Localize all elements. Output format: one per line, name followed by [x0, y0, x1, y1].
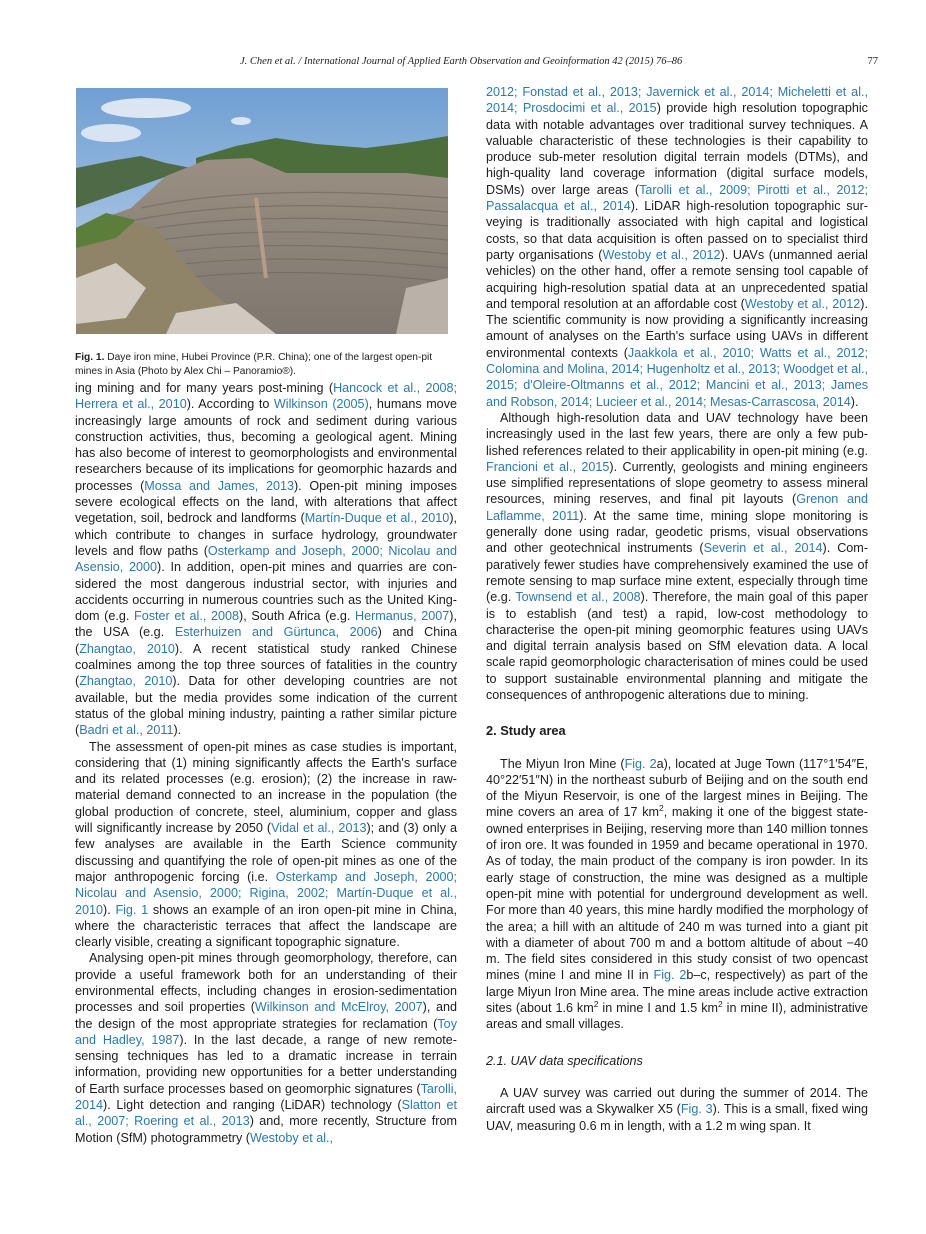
text-run: ) and, more recently, Structure from Motion (SfM) photogrammetry ( [75, 1114, 457, 1145]
text-run: ). At the same time, mining slope monitoring is generally done using radar, geodetic prisms, visual observations and other geotechnical instruments ( [486, 508, 869, 556]
citation-link[interactable]: Osterkamp and Joseph, 2000; Nicolau and Asensio, 2000 [75, 543, 457, 575]
figure-caption-text: Daye iron mine, Hubei Province (P.R. China); one of the largest open-pit mines in Asia (Photo by Alex Chi – Panoramio®). [75, 352, 433, 377]
text-run: ). Therefore, the main goal of this paper is to establish (and test) a rapid, low-cost methodology to characterise the open-pit mining geomorphic features using UAVs and digital terrain analysis based on SfM elevation data. A local scale rapid geomorphologic characterisation of mines could be used to support sustainable environmental planning and mitigate the consequences of anthropogenic alterations due to mining. [486, 590, 869, 702]
paragraph [486, 756, 868, 1033]
citation-link[interactable]: Badri et al., 2011 [79, 723, 174, 738]
citation-link[interactable]: Hancock et al., 2008; Herrera et al., 2010 [75, 381, 457, 412]
paragraph [75, 950, 457, 1146]
text-run: ). Data for other developing countries are not available, but the media provides some indication of the current status of the global mining industry, painting a rather similar picture ( [75, 674, 457, 738]
text-run: a), located at Juge Town (117°1′54″E, 40°22′51″N) in the northeast suburb of Beijing and on the south end of the Miyun Reservoir, is one of the largest mines in Beijing. The mine covers an area of 17 km [486, 756, 868, 820]
text-run: ). Light detection and ranging (LiDAR) technology ( [103, 1098, 402, 1113]
citation-link[interactable]: Westoby et al., [249, 1130, 334, 1145]
citation-link[interactable]: Fig. 2 [624, 756, 657, 771]
citation-link[interactable]: Tarolli et al., 2009; Pirotti et al., 2012; Passalacqua et al., 2014 [486, 182, 868, 214]
text-run: b–c, respectively) as part of the large Miyun Iron Mine area. The mine areas include active extraction sites (about 1.6 km [486, 968, 869, 1016]
superscript: 2 [718, 998, 723, 1009]
citation-link[interactable]: Westoby et al., 2012 [744, 296, 861, 311]
text-run: The assessment of open-pit mines as case studies is important, considering that (1) mining significantly affects the Earth's surface and its related processes (e.g. erosion); (2) the increase in raw-material demand connected to an increase in the population (the global production of concrete, steel, aluminium, copper and glass will significantly increase by 2050 ( [75, 739, 457, 836]
text-run: ), the USA (e.g. [75, 609, 457, 640]
citation-link[interactable]: Toy and Hadley, 1987 [75, 1016, 457, 1047]
text-run: ). [850, 394, 859, 409]
text-run: ). Open-pit mining imposes severe ecological effects on the land, with alterations that affect vegetation, soil, bedrock and landforms ( [75, 478, 457, 526]
citation-link[interactable]: Francioni et al., 2015 [486, 459, 610, 474]
citation-link[interactable]: Tarolli, 2014 [75, 1081, 457, 1113]
citation-link[interactable]: Fig. 1 [115, 902, 149, 917]
text-run: ), and the design of the most appropriate strategies for reclamation ( [75, 1000, 457, 1031]
journal-running-title: J. Chen et al. / International Journal of Applied Earth Observation and Geoinformation 42 (2015) 76–86 [240, 56, 683, 67]
citation-link[interactable]: Townsend et al., 2008 [515, 590, 641, 605]
citation-link[interactable]: Wilkinson (2005) [273, 397, 369, 412]
citation-link[interactable]: 2012; Fonstad et al., 2013; Javernick et al., 2014; Micheletti et al., 2014; Prosdocimi et al., 2015 [486, 85, 868, 116]
text-run: ). Currently, geologists and mining engineers use simplified representations of slope geometry to assess mineral resources, mining reserves, and final pit layouts ( [486, 459, 868, 507]
text-run: ). UAVs (unmanned aerial vehicles) on the other hand, offer a remote sensing tool capable of acquiring high-resolution spatial data at an unprecedented spatial and temporal resolution at an affordable cost ( [486, 247, 868, 311]
text-run: Although high-resolution data and UAV technology have been increasingly used in the last few years, there are only a few published references related to their applicability in open-pit mining (e.g. [486, 410, 868, 458]
running-header [0, 56, 926, 72]
text-run: ing mining and for many years post-mining ( [75, 381, 334, 395]
text-run: shows an example of an iron open-pit mine in China, where the characteristic terraces that affect the landscape are clearly visible, creating a significant topographic signature. [75, 902, 457, 950]
text-run: ). Comparatively fewer studies have comprehensively examined the use of remote sensing to map surface mine extent, especially through time (e.g. [486, 541, 869, 605]
text-run: ). The scientific community is now providing a significantly increasing amount of analyses on the Earth's surface using UAVs in different environmental contexts ( [486, 296, 868, 360]
text-run: ). In addition, open-pit mines and quarries are considered the most dangerous industrial sector, with injuries and accidents occurring in numerous countries such as the United Kingdom (e.g. [75, 560, 457, 624]
citation-link[interactable]: Slatton et al., 2007; Roering et al., 2013 [75, 1098, 457, 1129]
left-column [75, 380, 457, 1146]
paragraph [486, 84, 868, 410]
citation-link[interactable]: Westoby et al., 2012 [602, 247, 721, 262]
text-run: ). In the last decade, a range of new remote-sensing techniques has led to a dramatic increase in terrain information, providing new opportunities for a better understanding of Earth surface processes based on geomorphic signatures ( [75, 1032, 457, 1096]
citation-link[interactable]: Mossa and James, 2013 [144, 478, 294, 493]
right-column [486, 84, 868, 1134]
text-run: Analysing open-pit mines through geomorphology, therefore, can provide a useful framework both for an understanding of their environmental effects, including changes in erosion-sedimentation processes and soil properties ( [75, 951, 457, 1015]
text-run: ), South Africa (e.g. [239, 609, 356, 624]
text-run: in mine I and 1.5 km [598, 1001, 718, 1016]
citation-link[interactable]: Foster et al., 2008 [134, 609, 240, 624]
citation-link[interactable]: Wilkinson and McElroy, 2007 [254, 1000, 423, 1015]
citation-link[interactable]: Osterkamp and Joseph, 2000; Nicolau and Asensio, 2000; Rigina, 2002; Martín-Duque et al., 2010 [75, 869, 458, 917]
paragraph [486, 1085, 868, 1134]
citation-link[interactable]: Grenon and Laflamme, 2011 [486, 492, 868, 523]
citation-link[interactable]: Hermanus, 2007 [355, 609, 450, 624]
citation-link[interactable]: Fig. 2 [653, 968, 687, 983]
citation-link[interactable]: Vidal et al., 2013 [271, 821, 367, 836]
text-run: ). A recent statistical study ranked Chinese coalmines among the top three sources of fatalities in the country ( [75, 641, 457, 689]
text-run: ). [173, 723, 182, 738]
text-run: ). [103, 902, 116, 917]
text-run: ) and China ( [75, 625, 458, 656]
paragraph [75, 739, 457, 951]
open-pit-mine-photo-icon [76, 88, 448, 334]
section-heading-study-area: 2. Study area [486, 723, 566, 739]
figure-1-caption [75, 351, 459, 378]
text-run: ). According to [186, 397, 274, 412]
text-run: ) provide high resolution topographic data with notable advantages over traditional survey techniques. A valuable characteristic of these technologies is their capability to produce sub-meter resolution digital terrain models (DTMs), and high-quality land coverage information (digital surface models, DSMs) over large areas ( [486, 101, 868, 197]
superscript: 2 [593, 998, 599, 1009]
figure-1-photo [76, 88, 448, 334]
text-run: A UAV survey was carried out during the summer of 2014. The aircraft used was a Skywalker X5 ( [486, 1085, 868, 1117]
text-run: , humans move increasingly large amounts of rock and sediment during various construction activities, thus, becoming a geological agent. Mining has also become of interest to geomorphologists and environmental researchers because of its implications for geomorphic hazards and processes ( [75, 397, 457, 493]
text-run: The Miyun Iron Mine ( [500, 756, 625, 771]
page-number: 77 [867, 56, 878, 67]
text-run: ). This is a small, fixed wing UAV, measuring 0.6 m in length, with a 1.2 m wing span. It [486, 1102, 868, 1133]
paragraph [486, 410, 868, 703]
text-run: ); and (3) only a few analyses are available in the Earth Science community discussing and quantifying the role of open-pit mines as one of the major anthropogenic forcing (i.e. [75, 821, 457, 884]
text-run: , making it one of the biggest state-owned enterprises in Beijing, reserving more than 140 million tonnes of iron ore. It was founded in 1959 and became operational in 1970. As of today, the main product of the company is iron powder. In its early stage of construction, the mine was designed as a multiple open-pit mine with potential for underground development as well. For more than 40 years, this mine hardly modified the morphology of the area; a hill with an altitude of 240 m was turned into a giant pit with a diameter of about 700 m and a bottom altitude of about −40 m. The field sites considered in this study consist of two opencast mines (mine I and mine II in [486, 805, 868, 983]
superscript: 2 [658, 803, 664, 814]
text-run: ), which contribute to changes in surface hydrology, groundwater levels and flow paths ( [75, 511, 458, 558]
text-run: ). LiDAR high-resolution topographic surveying is traditionally associated with high capital and logistical costs, so that data acquisition is often passed on to specialist third party organisations ( [486, 199, 868, 262]
paragraph [75, 380, 457, 739]
citation-link[interactable]: Esterhuizen and Gürtunca, 2006 [174, 625, 378, 640]
citation-link[interactable]: Fig. 3 [680, 1102, 713, 1117]
subsection-heading-uav-data: 2.1. UAV data specifications [486, 1053, 643, 1068]
figure-label: Fig. 1. [75, 352, 105, 363]
citation-link[interactable]: Martín-Duque et al., 2010 [304, 511, 450, 526]
citation-link[interactable]: Zhangtao, 2010 [79, 641, 175, 656]
citation-link[interactable]: Jaakkola et al., 2010; Watts et al., 2012; Colomina and Molina, 2014; Hugenholtz et al., 2013; Woodget et al., 2015; d'Oleire-Oltmanns et al., 2012; Mancini et al., 2013; James and Robson, 2014; Lucieer et al., 2014; Mesas-Carrascosa, 2014 [486, 345, 868, 409]
text-run: in mine II), administrative areas and small villages. [486, 1001, 868, 1032]
citation-link[interactable]: Zhangtao, 2010 [79, 674, 173, 689]
citation-link[interactable]: Severin et al., 2014 [703, 541, 823, 556]
